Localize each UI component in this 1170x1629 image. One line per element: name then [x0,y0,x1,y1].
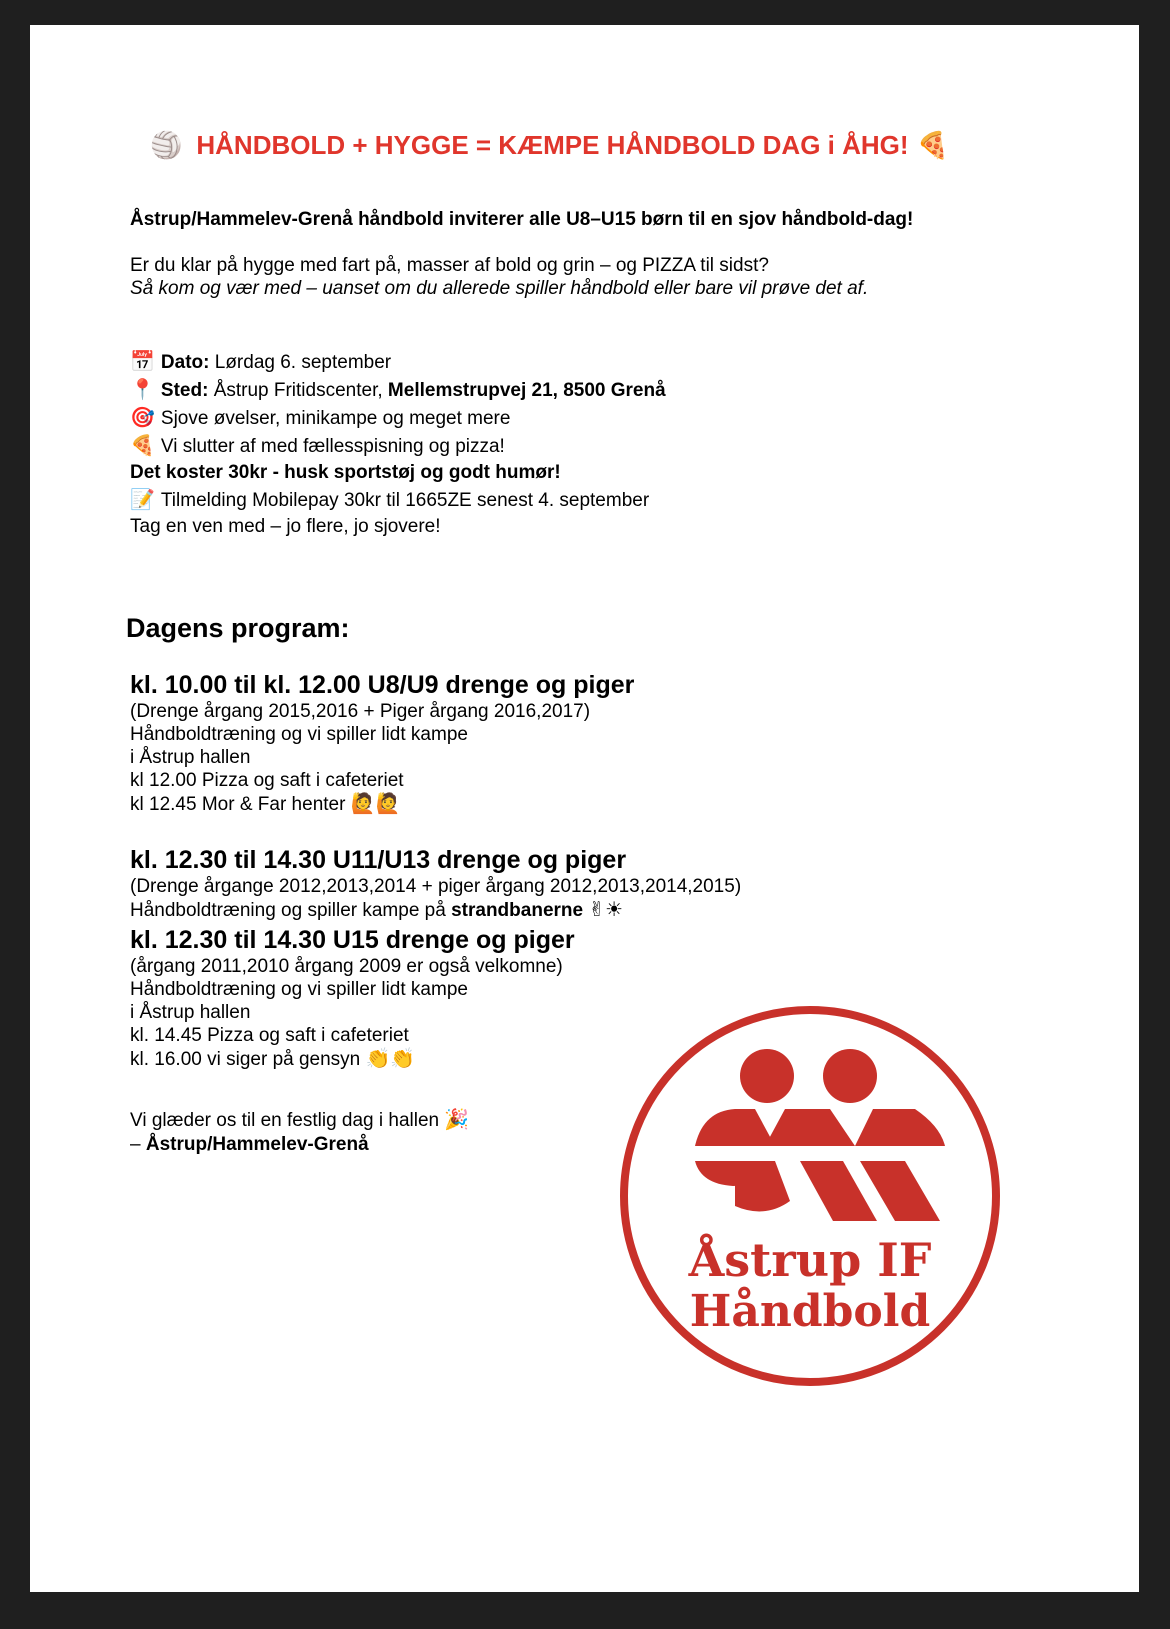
place-value: Åstrup Fritidscenter, [213,380,383,401]
pickup-line [130,792,634,816]
signature-dash: – [130,1134,141,1155]
calendar-icon: 📅 [130,349,155,373]
signup-text: Tilmelding Mobilepay 30kr til 1665ZE senest 4. september [160,490,650,511]
activities-line [130,404,666,432]
signup-line [130,486,666,514]
food-line [130,432,666,460]
section-line: kl. 14.45 Pizza og saft i cafeteriet [130,1025,409,1046]
pizza-icon: 🍕 [916,130,949,161]
section-line: kl 12.00 Pizza og saft i cafeteriet [130,770,404,791]
pizza-icon: 🍕 [130,433,155,457]
flyer-page [30,25,1139,1592]
person-raising-hand-icon: 🙋🙋 [350,791,401,815]
goodbye-line [130,1047,575,1071]
closing-line [130,1107,475,1133]
program-section-2 [130,845,741,922]
section-line: i Åstrup hallen [130,747,251,768]
target-icon: 🎯 [130,405,155,429]
goodbye-text: kl. 16.00 vi siger på gensyn [130,1049,361,1070]
program-title: Dagens program: [126,613,350,643]
place-label: Sted: [160,380,209,401]
logo-text-2: Håndbold [689,1286,931,1337]
section-title: kl. 12.30 til 14.30 U15 drenge og piger [130,926,575,954]
date-line [130,348,666,376]
section-title: kl. 12.30 til 14.30 U11/U13 drenge og piger [130,846,627,874]
date-value: Lørdag 6. september [214,352,392,373]
invite-text: Åstrup/Hammelev-Grenå håndbold inviterer alle U8–U15 børn til en sjov håndbold-dag! [130,209,914,230]
signature-line [130,1133,475,1157]
headline-text: HÅNDBOLD + HYGGE = KÆMPE HÅNDBOLD DAG i ÅHG! [196,130,909,160]
friend-line: Tag en ven med – jo flere, jo sjovere! [130,516,441,537]
italic-text: Så kom og vær med – uanset om du allerede spiller håndbold eller bare vil prøve det af. [130,278,869,299]
memo-icon: 📝 [130,487,155,511]
volleyball-icon: 🏐 [150,130,183,161]
place-line [130,376,666,404]
club-logo [615,1001,1005,1391]
section-title: kl. 10.00 til kl. 12.00 U8/U9 drenge og piger [130,671,635,699]
beach-bold: strandbanerne [451,900,584,921]
beach-text: Håndboldtræning og spiller kampe på [130,900,446,921]
closing-text: Vi glæder os til en festlig dag i hallen [130,1110,440,1131]
beach-line [130,898,741,922]
food-text: Vi slutter af med fællesspisning og pizza! [160,436,505,457]
clapping-hands-icon: 👏👏 [365,1046,416,1070]
sun-icon: ✌☀ [588,897,624,921]
signature: Åstrup/Hammelev-Grenå [145,1134,369,1155]
logo-text-1: Åstrup IF [688,1233,932,1287]
section-line: (Drenge årgang 2015,2016 + Piger årgang 2016,2017) [130,701,591,722]
section-line: i Åstrup hallen [130,1002,251,1023]
date-label: Dato: [160,352,210,373]
pin-icon: 📍 [130,377,155,401]
program-section-3 [130,925,575,1071]
party-popper-icon: 🎉 [444,1107,470,1131]
details-block [130,348,666,540]
section-line: (Drenge årgange 2012,2013,2014 + piger årgang 2012,2013,2014,2015) [130,876,742,897]
price-line: Det koster 30kr - husk sportstøj og godt humør! [130,462,561,483]
closing [130,1107,475,1157]
section-line: Håndboldtræning og vi spiller lidt kampe [130,724,468,745]
activities-text: Sjove øvelser, minikampe og meget mere [160,408,511,429]
question-text: Er du klar på hygge med fart på, masser af bold og grin – og PIZZA til sidst? [130,255,769,276]
place-address: Mellemstrupvej 21, 8500 Grenå [387,380,666,401]
pickup-text: kl 12.45 Mor & Far henter [130,794,346,815]
section-line: Håndboldtræning og vi spiller lidt kampe [130,979,468,1000]
section-line: (årgang 2011,2010 årgang 2009 er også velkomne) [130,956,563,977]
program-section-1 [130,670,634,816]
headline [150,130,1000,161]
